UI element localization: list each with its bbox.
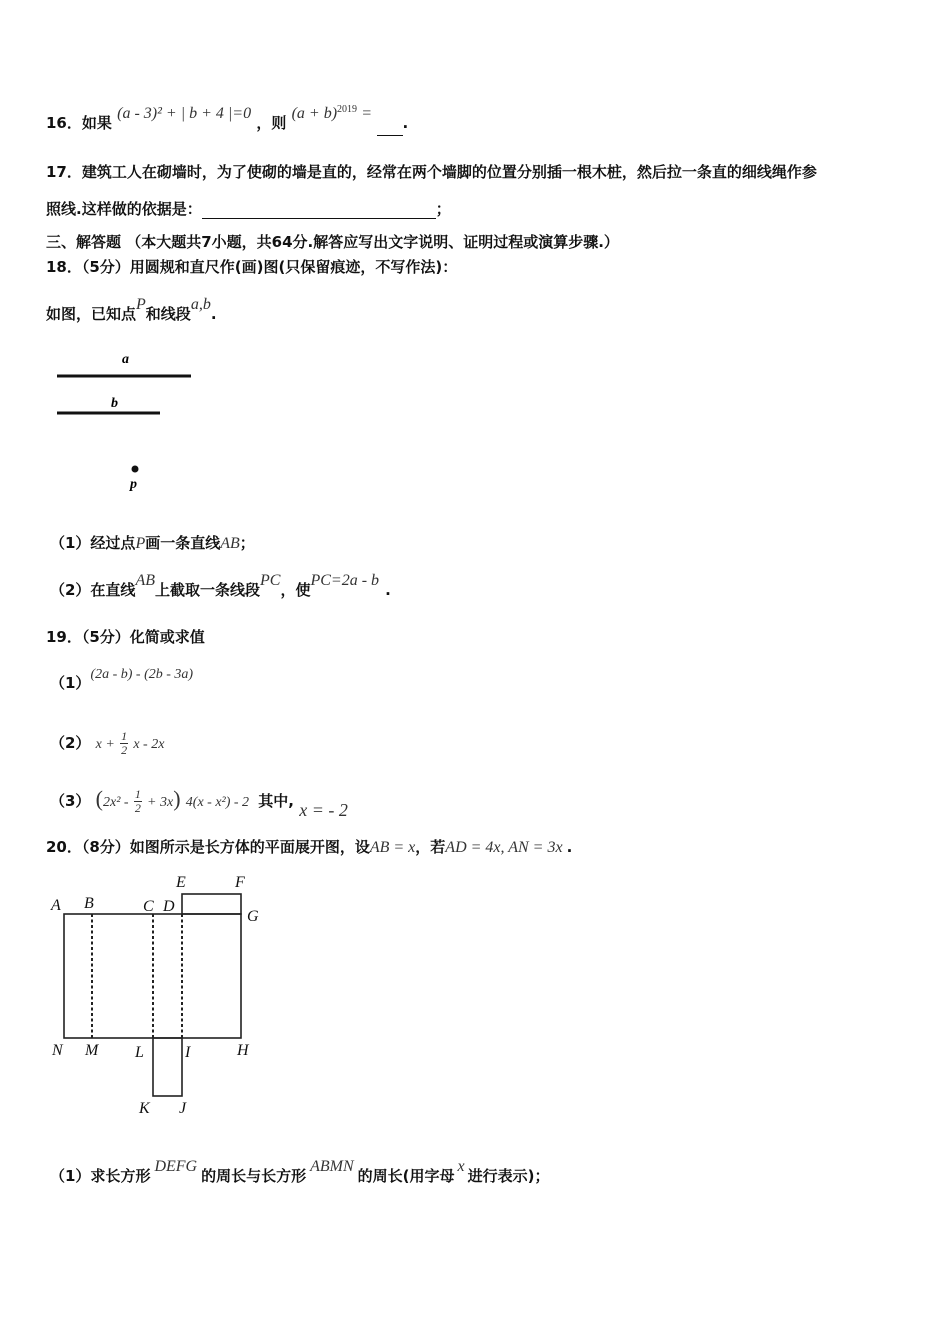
q16-exponent: 2019 bbox=[337, 104, 358, 115]
q20-p1-DEFG: DEFG bbox=[154, 1158, 198, 1175]
q19-p3-expr-a: 2x² - bbox=[103, 795, 129, 810]
q19-p2-expr-a: x + bbox=[95, 737, 115, 752]
q16-base-expr: (a + b) bbox=[291, 105, 338, 122]
q20-label-B: B bbox=[84, 895, 94, 912]
q19-p3-label: （3） bbox=[50, 792, 91, 810]
q20-p1-text3: 的周长(用字母 bbox=[357, 1167, 455, 1185]
q18-p1-end: ； bbox=[239, 534, 255, 552]
q19-part2 bbox=[50, 730, 164, 757]
q18-figure bbox=[50, 345, 210, 500]
q16-text-if: 如果 bbox=[81, 114, 112, 132]
q19-p2-denominator: 2 bbox=[121, 743, 128, 757]
q20-head: 20．（8分）如图所示是长方体的平面展开图，设 bbox=[46, 838, 370, 856]
q20-label-J: J bbox=[179, 1100, 187, 1117]
q16-answer-blank[interactable] bbox=[377, 121, 403, 136]
q18-fig-label-b: b bbox=[111, 396, 118, 411]
q16-text-then: ，则 bbox=[256, 114, 287, 132]
q18-p1-P: P bbox=[135, 535, 146, 552]
q19-head: 19．（5分）化简或求值 bbox=[46, 628, 205, 646]
q20-expr2: AD = 4x, AN = 3x bbox=[445, 839, 563, 856]
q18-p2-PC: PC bbox=[260, 572, 281, 589]
q18-given-text2: 和线段 bbox=[145, 305, 191, 323]
q18-fig-label-p: p bbox=[130, 477, 137, 492]
q19-p1-label: （1） bbox=[50, 674, 91, 692]
q18-p2-expr: PC=2a - b bbox=[310, 572, 380, 589]
q19-part3 bbox=[50, 786, 348, 820]
q18-p1-AB: AB bbox=[220, 535, 240, 552]
q19-p3-expr-c: 4(x - x²) - 2 bbox=[185, 795, 250, 810]
q20-label-C: C bbox=[143, 898, 154, 915]
q19-p3-condition: x = - 2 bbox=[299, 800, 348, 820]
q20-label-G: G bbox=[247, 908, 259, 925]
q20-p1-x: x bbox=[457, 1158, 465, 1175]
q16-equals: = bbox=[362, 105, 372, 122]
q18-p1-text1: （1）经过点 bbox=[50, 534, 136, 552]
q19-part1 bbox=[50, 667, 194, 695]
q18-p2-text2: 上截取一条线段 bbox=[155, 581, 261, 599]
q20-label-M: M bbox=[85, 1042, 99, 1059]
q20-p1-text1: （1）求长方形 bbox=[50, 1167, 151, 1185]
q20-label-H: H bbox=[237, 1042, 249, 1059]
q20-label-F: F bbox=[235, 874, 245, 891]
q19-p3-text: 其中, bbox=[258, 792, 294, 810]
q19-p2-expr-b: x - 2x bbox=[133, 737, 165, 752]
q16-end: . bbox=[402, 114, 409, 132]
q18-given-end: . bbox=[210, 305, 217, 323]
q19-p2-fraction bbox=[120, 730, 128, 757]
q20-text2: ，若 bbox=[415, 838, 446, 856]
q20-label-L: L bbox=[135, 1044, 144, 1061]
q19-p3-left-bracket-icon: ( bbox=[95, 786, 103, 811]
q20-p1-ABMN: ABMN bbox=[310, 1158, 354, 1175]
q20-label-K: K bbox=[139, 1100, 150, 1117]
q20-p1-text2: 的周长与长方形 bbox=[201, 1167, 307, 1185]
q18-p2-text3: ，使 bbox=[280, 581, 311, 599]
q20-p1-text4: 进行表示)； bbox=[467, 1167, 550, 1185]
q18-part2 bbox=[50, 572, 391, 601]
section3-title: 三、解答题 （本大题共7小题，共64分.解答应写出文字说明、证明过程或演算步骤.） bbox=[46, 233, 619, 251]
q18-point-p-dot bbox=[132, 466, 139, 473]
q18-p2-AB: AB bbox=[135, 572, 155, 589]
q18-p2-end: . bbox=[385, 581, 391, 599]
q16-line bbox=[46, 104, 409, 136]
q19-p2-label: （2） bbox=[50, 734, 91, 752]
q20-label-N: N bbox=[52, 1042, 63, 1059]
q20-label-A: A bbox=[51, 897, 61, 914]
q19-p3-expr-b: + 3x bbox=[147, 795, 174, 810]
q19-p3-fraction bbox=[134, 788, 142, 815]
q19-p1-expr: (2a - b) - (2b - 3a) bbox=[90, 667, 194, 682]
q16-number: 16． bbox=[46, 114, 82, 132]
q17-line2 bbox=[46, 199, 451, 219]
q19-p3-numerator: 1 bbox=[134, 787, 141, 801]
q16-condition-expr: (a - 3)² + | b + 4 |=0 bbox=[117, 105, 252, 122]
q17-answer-blank[interactable] bbox=[202, 204, 436, 219]
q17-text: 照线.这样做的依据是： bbox=[46, 200, 202, 218]
q20-net-figure bbox=[45, 866, 285, 1126]
q17-line1: 17．建筑工人在砌墙时，为了使砌的墙是直的，经常在两个墙脚的位置分别插一根木桩，然后拉一条直的细线绳作参 bbox=[46, 163, 817, 181]
q18-given bbox=[46, 296, 217, 325]
q18-given-text1: 如图，已知点 bbox=[46, 305, 137, 323]
q20-rect-LIKJ bbox=[153, 1038, 182, 1096]
q20-end: . bbox=[566, 838, 573, 856]
q19-p3-right-bracket-icon: ) bbox=[173, 786, 181, 811]
q20-expr1: AB = x bbox=[369, 839, 416, 856]
q19-p2-numerator: 1 bbox=[121, 729, 128, 743]
q18-point-P: P bbox=[136, 296, 146, 313]
q20-label-I: I bbox=[185, 1044, 191, 1061]
q20-rect-DEFG bbox=[182, 894, 241, 914]
q18-part1 bbox=[50, 533, 255, 554]
q18-segments-ab: a,b bbox=[190, 296, 211, 313]
q20-label-E: E bbox=[176, 874, 186, 891]
q18-p2-text1: （2）在直线 bbox=[50, 581, 136, 599]
q17-end: ； bbox=[435, 200, 451, 218]
q20-part1 bbox=[50, 1158, 550, 1187]
q18-head: 18．（5分）用圆规和直尺作(画)图(只保留痕迹，不写作法)： bbox=[46, 258, 458, 276]
q18-fig-label-a: a bbox=[122, 352, 129, 367]
q19-p3-denominator: 2 bbox=[134, 801, 141, 815]
q20-head-line bbox=[46, 837, 572, 858]
q20-label-D: D bbox=[163, 898, 175, 915]
q18-p1-text2: 画一条直线 bbox=[145, 534, 221, 552]
